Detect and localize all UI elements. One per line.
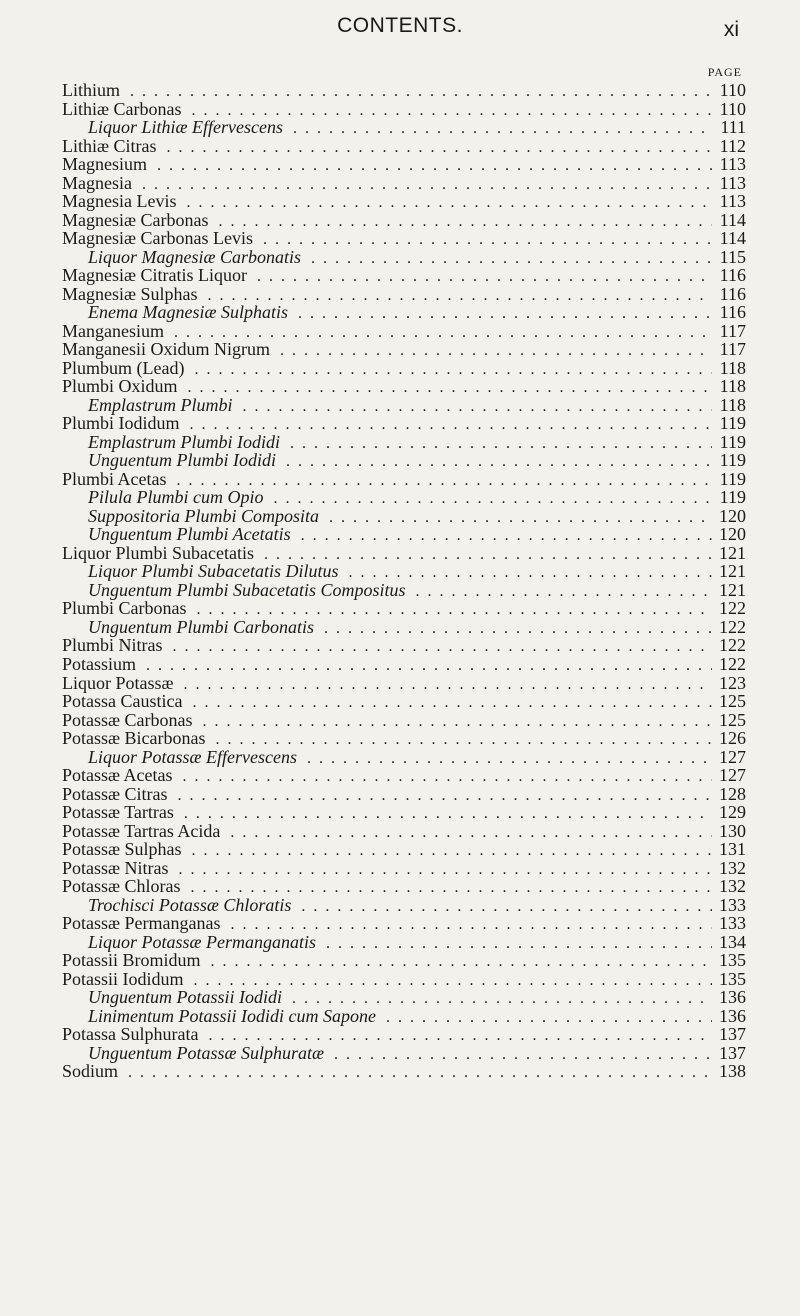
contents-subentry: [62, 933, 746, 952]
entry-page-number: 125: [719, 709, 746, 730]
entry-page-number: 110: [719, 80, 746, 100]
entry-page-number: 121: [719, 579, 746, 600]
entry-page-number: 136: [719, 1005, 746, 1026]
contents-entry: [62, 377, 746, 396]
dot-leader: [233, 398, 712, 417]
entry-title: Lithium: [62, 80, 120, 100]
contents-entry: [62, 951, 746, 970]
entry-title: Potassa Caustica: [62, 691, 183, 712]
entry-title: Emplastrum Plumbi Iodidi: [88, 431, 280, 452]
entry-title: Potassium: [62, 653, 137, 674]
dot-leader: [120, 83, 712, 102]
entry-title: Unguentum Plumbi Carbonatis: [88, 616, 315, 637]
entry-page-number: 121: [719, 542, 746, 563]
contents-entry: [62, 229, 746, 248]
dot-leader: [263, 490, 712, 509]
dot-leader: [276, 453, 712, 472]
entry-title: Liquor Lithiæ Effervescens: [88, 117, 283, 138]
contents-entry: [62, 266, 746, 285]
dot-leader: [136, 657, 712, 676]
dot-leader: [118, 1064, 712, 1083]
contents-entry: [62, 414, 746, 433]
contents-entry: [62, 729, 746, 748]
contents-subentry: [62, 118, 746, 137]
dot-leader: [201, 953, 712, 972]
contents-subentry: [62, 562, 746, 581]
entry-page-number: 120: [719, 505, 746, 526]
contents-entry: [62, 100, 746, 119]
contents-entry: [62, 822, 746, 841]
entry-page-number: 122: [719, 635, 746, 656]
entry-page-number: 131: [719, 839, 746, 860]
entry-title: Potassæ Chloras: [62, 876, 181, 897]
entry-page-number: 130: [719, 820, 746, 841]
contents-entry: [62, 359, 746, 378]
contents-entry: [62, 211, 746, 230]
dot-leader: [406, 583, 713, 602]
contents-subentry: [62, 581, 746, 600]
entry-page-number: 129: [719, 802, 746, 823]
entry-page-number: 121: [719, 561, 746, 582]
entry-title: Unguentum Potassæ Sulphuratæ: [88, 1042, 325, 1063]
running-head: [0, 14, 800, 44]
page-column-label: PAGE: [707, 65, 742, 79]
dot-leader: [291, 898, 712, 917]
dot-leader: [174, 676, 712, 695]
entry-title: Magnesiæ Sulphas: [62, 283, 198, 304]
contents-entry: [62, 766, 746, 785]
entry-page-number: 133: [719, 913, 746, 934]
entry-title: Potassii Bromidum: [62, 950, 201, 971]
entry-page-number: 128: [719, 783, 746, 804]
entry-title: Trochisci Potassæ Chloratis: [88, 894, 292, 915]
entry-page-number: 118: [719, 357, 746, 378]
entry-page-number: 122: [719, 598, 746, 619]
entry-title: Lithiæ Citras: [62, 135, 157, 156]
dot-leader: [208, 213, 712, 232]
entry-page-number: 117: [719, 339, 746, 360]
entry-page-number: 122: [719, 616, 746, 637]
entry-title: Liquor Plumbi Subacetatis: [62, 542, 254, 563]
entry-page-number: 111: [720, 117, 746, 138]
entry-page-number: 118: [719, 376, 746, 397]
dot-leader: [301, 250, 712, 269]
dot-leader: [247, 268, 712, 287]
dot-leader: [176, 194, 712, 213]
entry-title: Unguentum Potassii Iodidi: [88, 987, 282, 1008]
entry-title: Plumbi Oxidum: [62, 376, 178, 397]
contents-subentry: [62, 507, 746, 526]
entry-page-number: 132: [719, 876, 746, 897]
dot-leader: [314, 620, 712, 639]
entry-title: Potassæ Nitras: [62, 857, 169, 878]
entry-page-number: 127: [719, 746, 746, 767]
contents-subentry: [62, 303, 746, 322]
entry-title: Potassii Iodidum: [62, 968, 184, 989]
entry-page-number: 114: [719, 228, 746, 249]
entry-title: Plumbi Acetas: [62, 468, 167, 489]
entry-page-number: 125: [719, 691, 746, 712]
entry-title: Potassæ Permanganas: [62, 913, 221, 934]
contents-entry: [62, 174, 746, 193]
entry-page-number: 119: [719, 487, 746, 508]
contents-entry: [62, 322, 746, 341]
entry-title: Unguentum Plumbi Iodidi: [88, 450, 276, 471]
entry-title: Liquor Potassæ Effervescens: [88, 746, 297, 767]
entry-title: Suppositoria Plumbi Composita: [88, 505, 320, 526]
entry-page-number: 113: [719, 172, 746, 193]
dot-leader: [182, 694, 712, 713]
contents-subentry: [62, 1044, 746, 1063]
contents-subentry: [62, 433, 746, 452]
entry-page-number: 113: [719, 191, 746, 212]
dot-leader: [132, 176, 712, 195]
contents-entry: [62, 970, 746, 989]
dot-leader: [178, 379, 712, 398]
contents-subentry: [62, 1007, 746, 1026]
entry-page-number: 123: [719, 672, 746, 693]
contents-subentry: [62, 396, 746, 415]
dot-leader: [376, 1009, 712, 1028]
entry-page-number: 116: [719, 302, 746, 323]
dot-leader: [173, 768, 713, 787]
contents-entry: [62, 155, 746, 174]
contents-entry: [62, 599, 746, 618]
entry-page-number: 119: [719, 468, 746, 489]
entry-title: Magnesiæ Carbonas: [62, 209, 209, 230]
entry-page-number: 137: [719, 1042, 746, 1063]
entry-title: Plumbum (Lead): [62, 357, 185, 378]
dot-leader: [174, 805, 712, 824]
contents-subentry: [62, 896, 746, 915]
entry-page-number: 112: [719, 135, 746, 156]
contents-entry: [62, 692, 746, 711]
dot-leader: [253, 231, 712, 250]
entry-page-number: 120: [719, 524, 746, 545]
entry-title: Potassæ Citras: [62, 783, 168, 804]
entry-page-number: 116: [719, 283, 746, 304]
dot-leader: [316, 935, 712, 954]
entry-page-number: 115: [719, 246, 746, 267]
entry-title: Magnesium: [62, 154, 147, 175]
dot-leader: [283, 120, 712, 139]
entry-page-number: 126: [719, 728, 746, 749]
contents-entry: [62, 636, 746, 655]
contents-entry: [62, 655, 746, 674]
contents-list: [62, 81, 746, 1081]
entry-title: Liquor Potassæ Permanganatis: [88, 931, 317, 952]
contents-subentry: [62, 618, 746, 637]
entry-title: Magnesiæ Citratis Liquor: [62, 265, 247, 286]
contents-entry: [62, 840, 746, 859]
entry-page-number: 110: [719, 98, 746, 119]
entry-title: Potassæ Tartras: [62, 802, 174, 823]
entry-title: Potassæ Bicarbonas: [62, 728, 206, 749]
contents-subentry: [62, 525, 746, 544]
contents-entry: [62, 81, 746, 100]
entry-title: Manganesium: [62, 320, 164, 341]
dot-leader: [184, 361, 712, 380]
entry-page-number: 133: [719, 894, 746, 915]
entry-page-number: 114: [719, 209, 746, 230]
contents-entry: [62, 803, 746, 822]
entry-page-number: 135: [719, 950, 746, 971]
dot-leader: [147, 157, 712, 176]
dot-leader: [157, 139, 713, 158]
dot-leader: [270, 342, 712, 361]
entry-title: Unguentum Plumbi Subacetatis Compositus: [88, 579, 406, 600]
entry-title: Manganesii Oxidum Nigrum: [62, 339, 270, 360]
entry-page-number: 119: [719, 450, 746, 471]
dot-leader: [220, 824, 712, 843]
entry-title: Plumbi Iodidum: [62, 413, 180, 434]
entry-title: Plumbi Carbonas: [62, 598, 187, 619]
entry-page-number: 135: [719, 968, 746, 989]
dot-leader: [319, 509, 712, 528]
dot-leader: [324, 1046, 712, 1065]
dot-leader: [182, 842, 712, 861]
entry-title: Linimentum Potassii Iodidi cum Sapone: [88, 1005, 376, 1026]
entry-page-number: 119: [719, 413, 746, 434]
entry-title: Potassæ Tartras Acida: [62, 820, 221, 841]
contents-entry: [62, 859, 746, 878]
contents-subentry: [62, 748, 746, 767]
entry-page-number: 119: [719, 431, 746, 452]
contents-entry: [62, 1025, 746, 1044]
page-title: CONTENTS.: [337, 14, 463, 37]
entry-title: Potassæ Sulphas: [62, 839, 182, 860]
dot-leader: [291, 527, 712, 546]
contents-entry: [62, 877, 746, 896]
entry-title: Liquor Plumbi Subacetatis Dilutus: [88, 561, 339, 582]
entry-title: Emplastrum Plumbi: [88, 394, 233, 415]
contents-entry: [62, 711, 746, 730]
contents-entry: [62, 137, 746, 156]
dot-leader: [168, 787, 712, 806]
contents-subentry: [62, 988, 746, 1007]
contents-entry: [62, 1062, 746, 1081]
entry-title: Potassæ Carbonas: [62, 709, 193, 730]
contents-entry: [62, 285, 746, 304]
contents-entry: [62, 470, 746, 489]
entry-page-number: 122: [719, 653, 746, 674]
contents-subentry: [62, 248, 746, 267]
entry-title: Enema Magnesiæ Sulphatis: [88, 302, 288, 323]
entry-title: Potassæ Acetas: [62, 765, 173, 786]
entry-title: Potassa Sulphurata: [62, 1024, 199, 1045]
entry-page-number: 116: [719, 265, 746, 286]
contents-entry: [62, 674, 746, 693]
dot-leader: [193, 713, 713, 732]
entry-page-number: 136: [719, 987, 746, 1008]
entry-title: Magnesia: [62, 172, 132, 193]
dot-leader: [163, 638, 712, 657]
entry-page-number: 118: [719, 394, 746, 415]
contents-entry: [62, 785, 746, 804]
entry-title: Lithiæ Carbonas: [62, 98, 182, 119]
entry-title: Liquor Potassæ: [62, 672, 174, 693]
dot-leader: [288, 305, 712, 324]
entry-page-number: 132: [719, 857, 746, 878]
entry-page-number: 113: [719, 154, 746, 175]
dot-leader: [169, 861, 712, 880]
entry-title: Magnesiæ Carbonas Levis: [62, 228, 253, 249]
contents-subentry: [62, 488, 746, 507]
contents-entry: [62, 340, 746, 359]
contents-entry: [62, 914, 746, 933]
entry-page-number: 117: [719, 320, 746, 341]
entry-page-number: 137: [719, 1024, 746, 1045]
entry-title: Unguentum Plumbi Acetatis: [88, 524, 291, 545]
entry-title: Sodium: [62, 1061, 119, 1082]
entry-title: Pilula Plumbi cum Opio: [88, 487, 264, 508]
entry-title: Magnesia Levis: [62, 191, 177, 212]
contents-entry: [62, 544, 746, 563]
entry-title: Plumbi Nitras: [62, 635, 163, 656]
entry-page-number: 138: [719, 1061, 746, 1082]
folio: xi: [723, 18, 739, 41]
entry-page-number: 127: [719, 765, 746, 786]
entry-title: Liquor Magnesiæ Carbonatis: [88, 246, 302, 267]
entry-page-number: 134: [719, 931, 746, 952]
contents-entry: [62, 192, 746, 211]
dot-leader: [297, 750, 712, 769]
dot-leader: [280, 435, 712, 454]
contents-subentry: [62, 451, 746, 470]
